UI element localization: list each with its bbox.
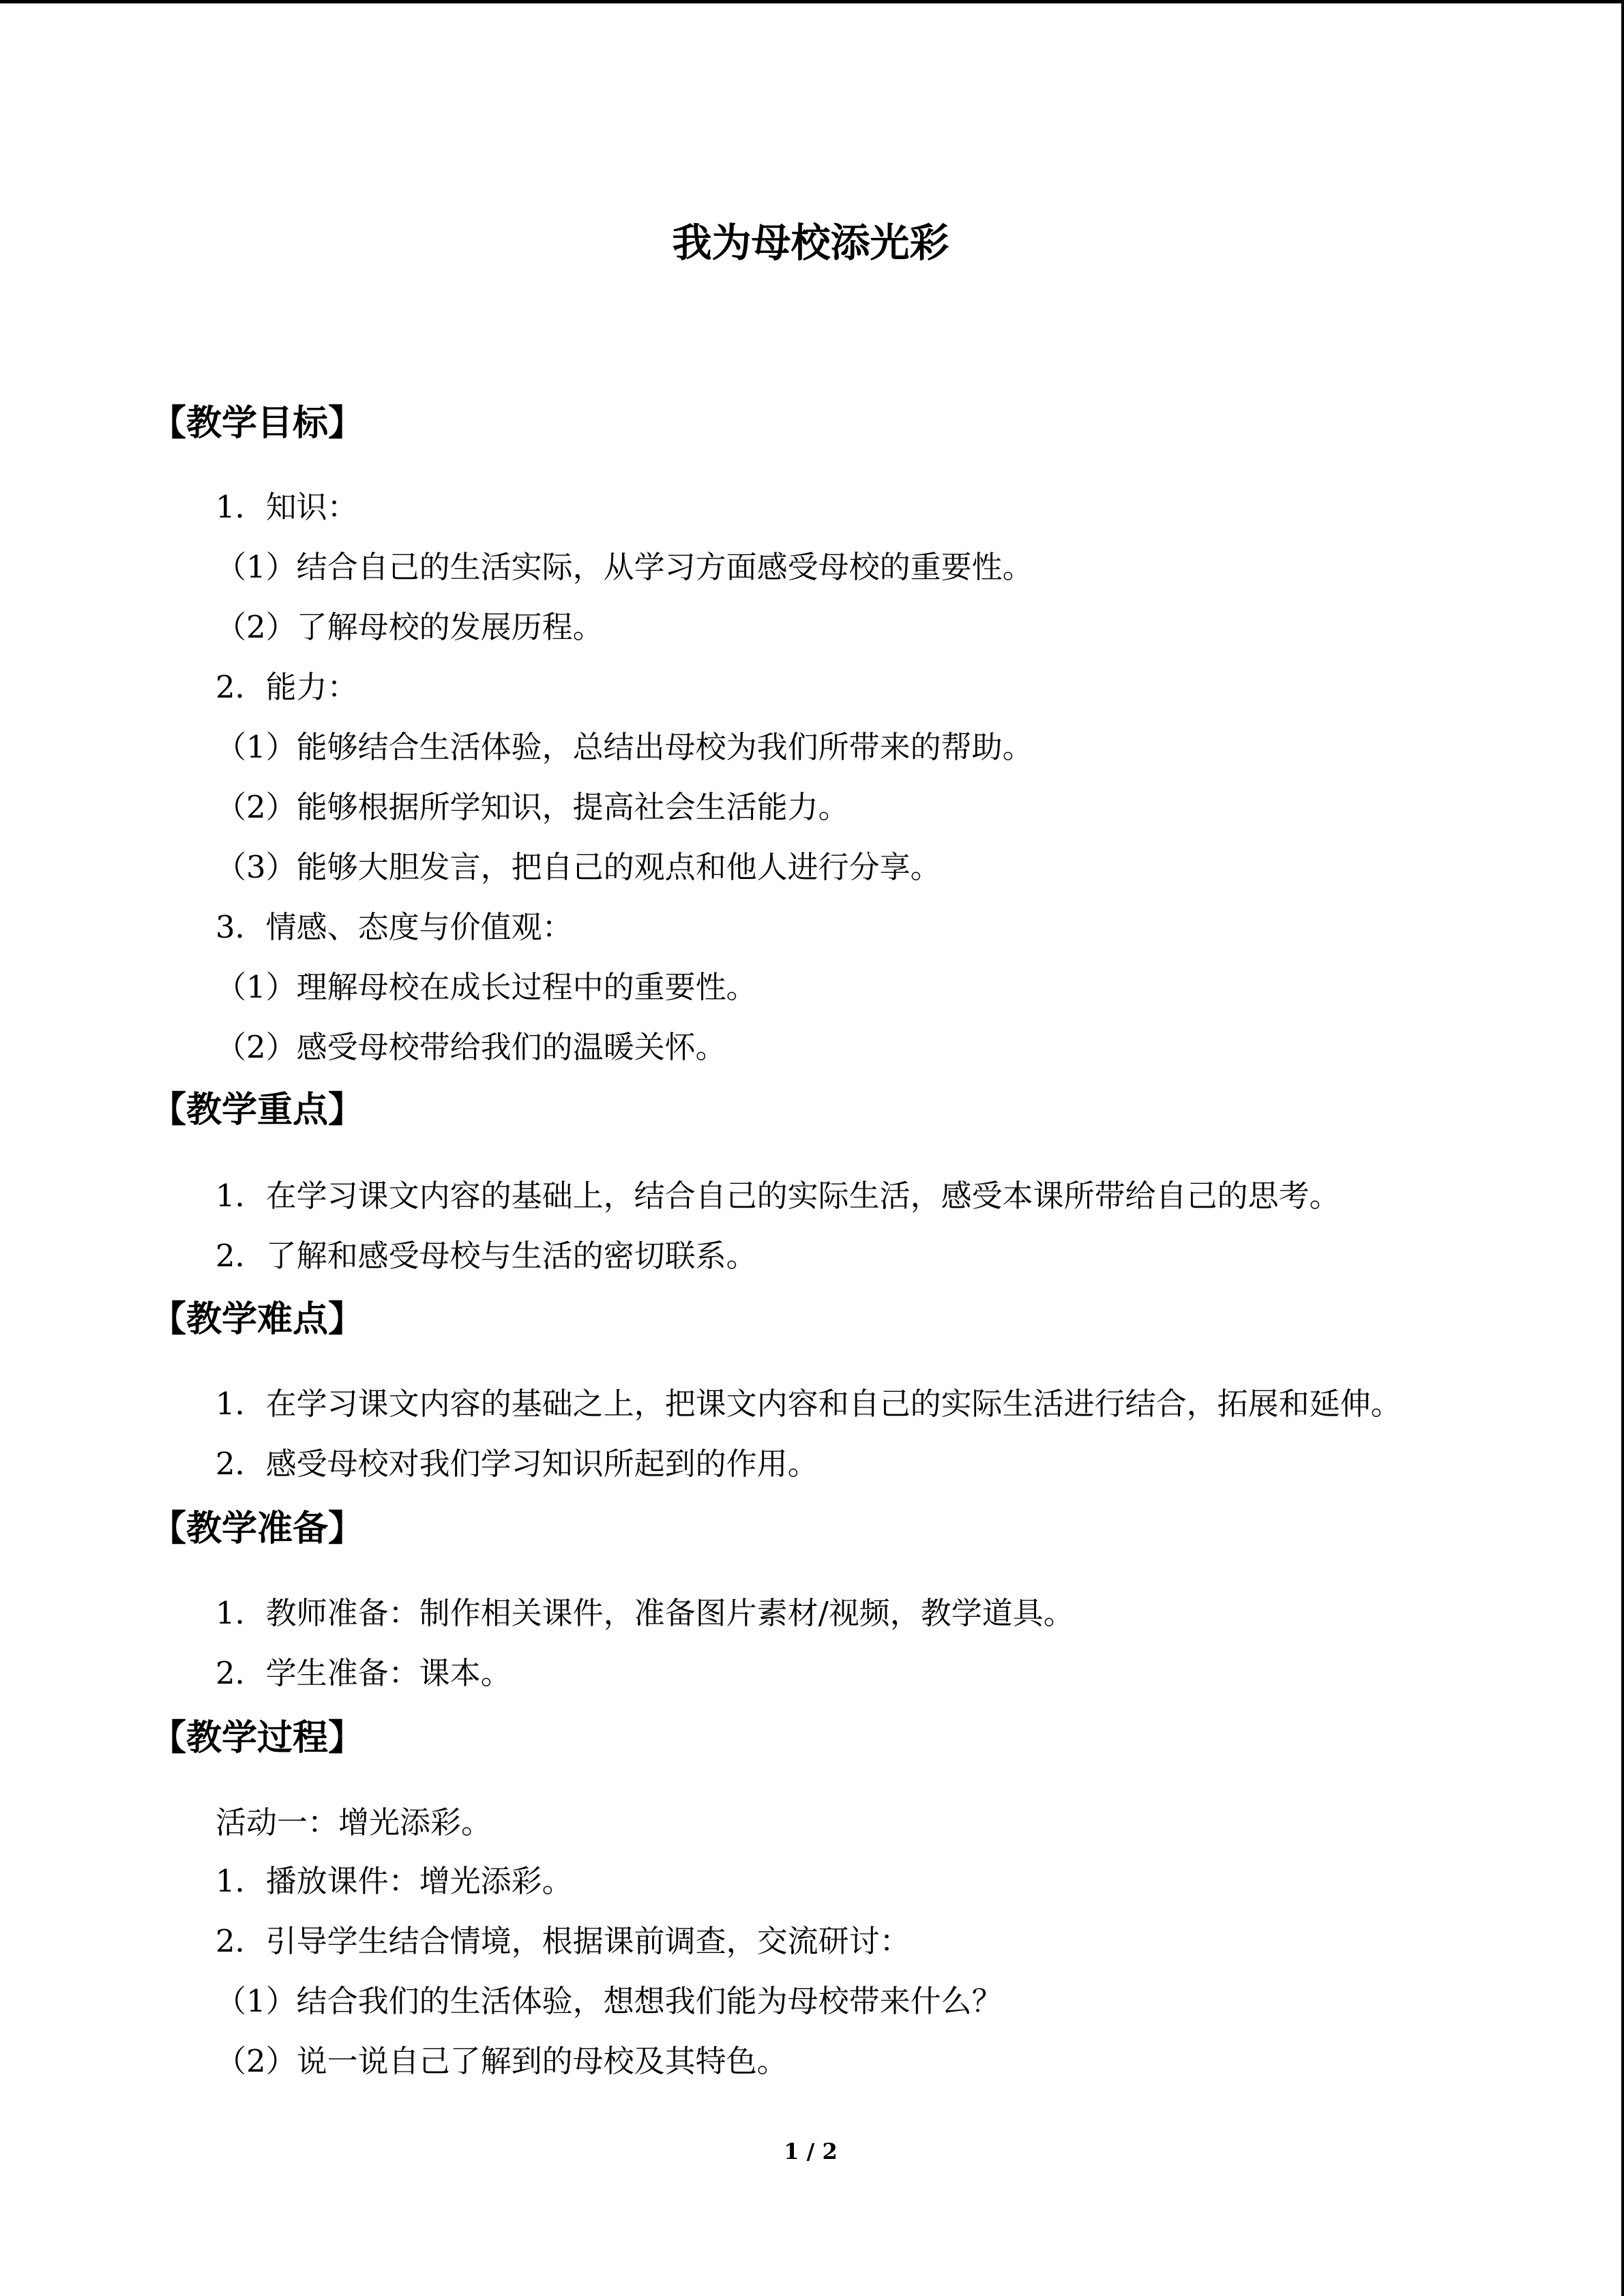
paragraph: （1）结合自己的生活实际，从学习方面感受母校的重要性。 bbox=[216, 549, 1033, 585]
paragraph: （1）结合我们的生活体验，想想我们能为母校带来什么？ bbox=[216, 1983, 1003, 2019]
paragraph: 2．引导学生结合情境，根据课前调查，交流研讨： bbox=[216, 1923, 911, 1959]
paragraph: 2．能力： bbox=[216, 669, 358, 705]
page-number: 1 / 2 bbox=[784, 2138, 838, 2164]
paragraph: （2）感受母校带给我们的温暖关怀。 bbox=[216, 1029, 726, 1065]
section-heading-objectives: 【教学目标】 bbox=[151, 403, 364, 444]
paragraph: 1．知识： bbox=[216, 489, 358, 525]
paragraph: （3）能够大胆发言，把自己的观点和他人进行分享。 bbox=[216, 849, 941, 885]
paragraph: 1．播放课件：增光添彩。 bbox=[216, 1863, 573, 1899]
paragraph: 1．在学习课文内容的基础之上，把课文内容和自己的实际生活进行结合，拓展和延伸。 bbox=[216, 1386, 1402, 1422]
section-heading-process: 【教学过程】 bbox=[151, 1718, 364, 1759]
paragraph: （1）能够结合生活体验，总结出母校为我们所带来的帮助。 bbox=[216, 729, 1033, 765]
paragraph: 1．在学习课文内容的基础上，结合自己的实际生活，感受本课所带给自己的思考。 bbox=[216, 1178, 1340, 1214]
paragraph: （2）说一说自己了解到的母校及其特色。 bbox=[216, 2043, 788, 2079]
document-title: 我为母校添光彩 bbox=[672, 220, 949, 266]
section-heading-preparation: 【教学准备】 bbox=[151, 1508, 364, 1549]
paragraph: 2．了解和感受母校与生活的密切联系。 bbox=[216, 1238, 757, 1274]
paragraph: （2）能够根据所学知识，提高社会生活能力。 bbox=[216, 789, 849, 825]
paragraph: （1）理解母校在成长过程中的重要性。 bbox=[216, 969, 757, 1005]
paragraph: 2．学生准备：课本。 bbox=[216, 1655, 512, 1691]
paragraph: 3．情感、态度与价值观： bbox=[216, 909, 573, 945]
section-heading-difficulties: 【教学难点】 bbox=[151, 1299, 364, 1340]
paragraph: 2．感受母校对我们学习知识所起到的作用。 bbox=[216, 1446, 818, 1482]
paragraph: 1．教师准备：制作相关课件，准备图片素材/视频，教学道具。 bbox=[216, 1595, 1074, 1631]
section-heading-key-points: 【教学重点】 bbox=[151, 1090, 364, 1131]
paragraph: 活动一：增光添彩。 bbox=[216, 1804, 492, 1840]
paragraph: （2）了解母校的发展历程。 bbox=[216, 609, 604, 645]
